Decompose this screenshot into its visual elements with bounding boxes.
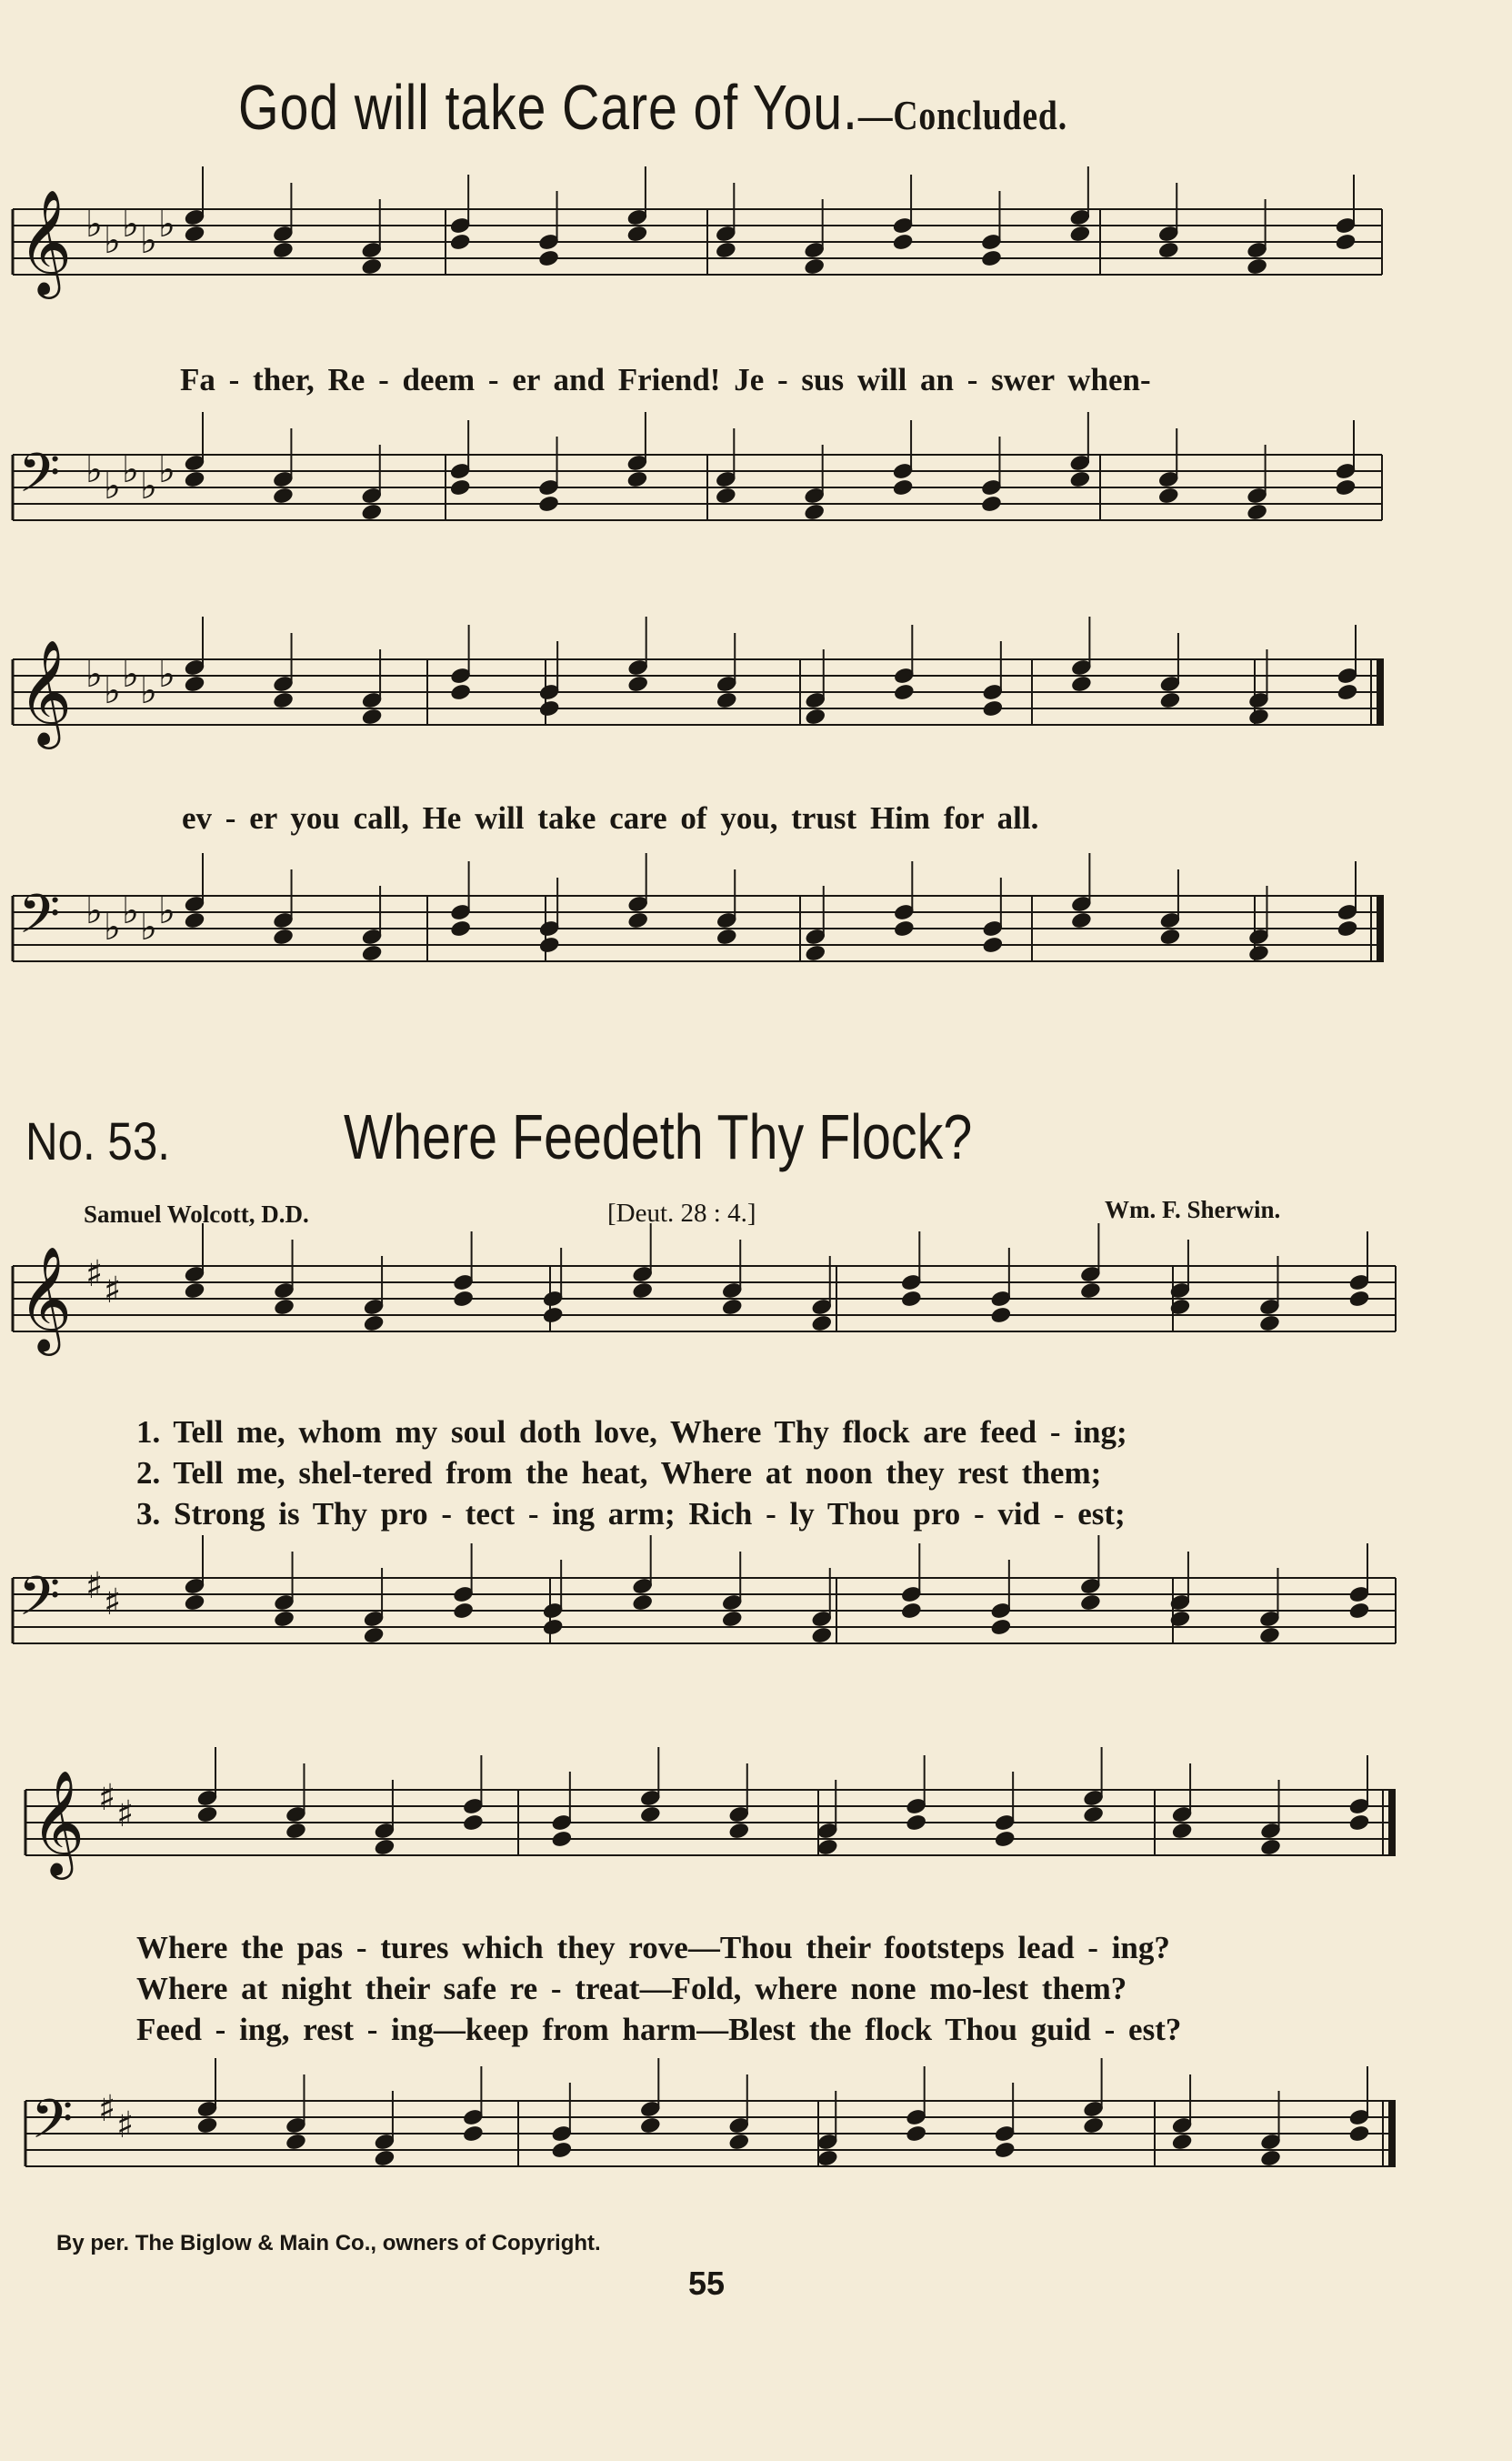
svg-text:♭: ♭ bbox=[85, 654, 103, 696]
svg-text:♭: ♭ bbox=[85, 449, 103, 491]
svg-text:♭: ♭ bbox=[140, 220, 157, 262]
hymn1-lyrics-line1: Fa - ther, Re - deem - er and Friend! Je - sus will an - swer when- bbox=[180, 362, 1151, 397]
svg-text:𝄢: 𝄢 bbox=[18, 1564, 61, 1641]
hymn1-lyrics-line2: ev - er you call, He will take care of you, trust Him for all. bbox=[182, 800, 1039, 836]
svg-text:♯: ♯ bbox=[85, 1565, 104, 1607]
composer-credit: Wm. F. Sherwin. bbox=[1105, 1196, 1281, 1223]
svg-text:𝄢: 𝄢 bbox=[18, 882, 61, 959]
svg-text:♭: ♭ bbox=[104, 907, 121, 949]
verse-3-line2: Feed - ing, rest - ing—keep from harm—Blest the flock Thou guid - est? bbox=[136, 2012, 1182, 2047]
verse-2-line2: Where at night their safe re - treat—Fold, where none mo-lest them? bbox=[136, 1971, 1127, 2006]
verse-1-line1: 1. Tell me, whom my soul doth love, Where Thy flock are feed - ing; bbox=[136, 1414, 1127, 1450]
hymn1-suffix: —Concluded. bbox=[857, 92, 1067, 138]
svg-text:𝄞: 𝄞 bbox=[18, 1245, 73, 1351]
svg-text:♭: ♭ bbox=[122, 204, 139, 246]
svg-text:♭: ♭ bbox=[140, 907, 157, 949]
svg-text:𝄞: 𝄞 bbox=[18, 638, 73, 745]
svg-text:♭: ♭ bbox=[85, 890, 103, 932]
verse-1-line2: Where the pas - tures which they rove—Thou their footsteps lead - ing? bbox=[136, 1930, 1170, 1965]
scripture-reference: [Deut. 28 : 4.] bbox=[607, 1199, 756, 1228]
verse-3-line1: 3. Strong is Thy pro - tect - ing arm; Rich - ly Thou pro - vid - est; bbox=[136, 1496, 1126, 1532]
svg-text:𝄢: 𝄢 bbox=[18, 441, 61, 517]
svg-text:♭: ♭ bbox=[158, 204, 175, 246]
verse-2-line1: 2. Tell me, shel-tered from the heat, Where at noon they rest them; bbox=[136, 1455, 1102, 1491]
svg-text:♭: ♭ bbox=[104, 466, 121, 507]
author-credit: Samuel Wolcott, D.D. bbox=[84, 1200, 309, 1228]
svg-text:♭: ♭ bbox=[104, 670, 121, 712]
svg-text:♯: ♯ bbox=[104, 1582, 122, 1623]
svg-text:♭: ♭ bbox=[158, 449, 175, 491]
hymn1-title: God will take Care of You. bbox=[238, 72, 858, 143]
svg-text:𝄞: 𝄞 bbox=[18, 188, 73, 295]
svg-text:♭: ♭ bbox=[122, 890, 139, 932]
svg-text:♯: ♯ bbox=[98, 1777, 116, 1819]
svg-text:♯: ♯ bbox=[116, 1793, 135, 1835]
svg-text:♯: ♯ bbox=[116, 2104, 135, 2146]
svg-text:♭: ♭ bbox=[122, 654, 139, 696]
svg-text:♭: ♭ bbox=[158, 654, 175, 696]
svg-text:𝄢: 𝄢 bbox=[31, 2087, 74, 2164]
hymn-number: No. 53. bbox=[25, 1112, 170, 1171]
hymn2-title: Where Feedeth Thy Flock? bbox=[344, 1101, 973, 1172]
svg-text:♯: ♯ bbox=[98, 2088, 116, 2130]
copyright-notice: By per. The Biglow & Main Co., owners of Copyright. bbox=[56, 2231, 601, 2255]
page-number: 55 bbox=[688, 2265, 726, 2302]
svg-text:♭: ♭ bbox=[85, 204, 103, 246]
svg-text:♭: ♭ bbox=[122, 449, 139, 491]
svg-text:♭: ♭ bbox=[104, 220, 121, 262]
svg-text:♭: ♭ bbox=[140, 466, 157, 507]
svg-text:♭: ♭ bbox=[140, 670, 157, 712]
svg-text:♭: ♭ bbox=[158, 890, 175, 932]
svg-text:♯: ♯ bbox=[104, 1270, 122, 1311]
svg-text:♯: ♯ bbox=[85, 1253, 104, 1295]
svg-text:𝄞: 𝄞 bbox=[31, 1769, 85, 1875]
